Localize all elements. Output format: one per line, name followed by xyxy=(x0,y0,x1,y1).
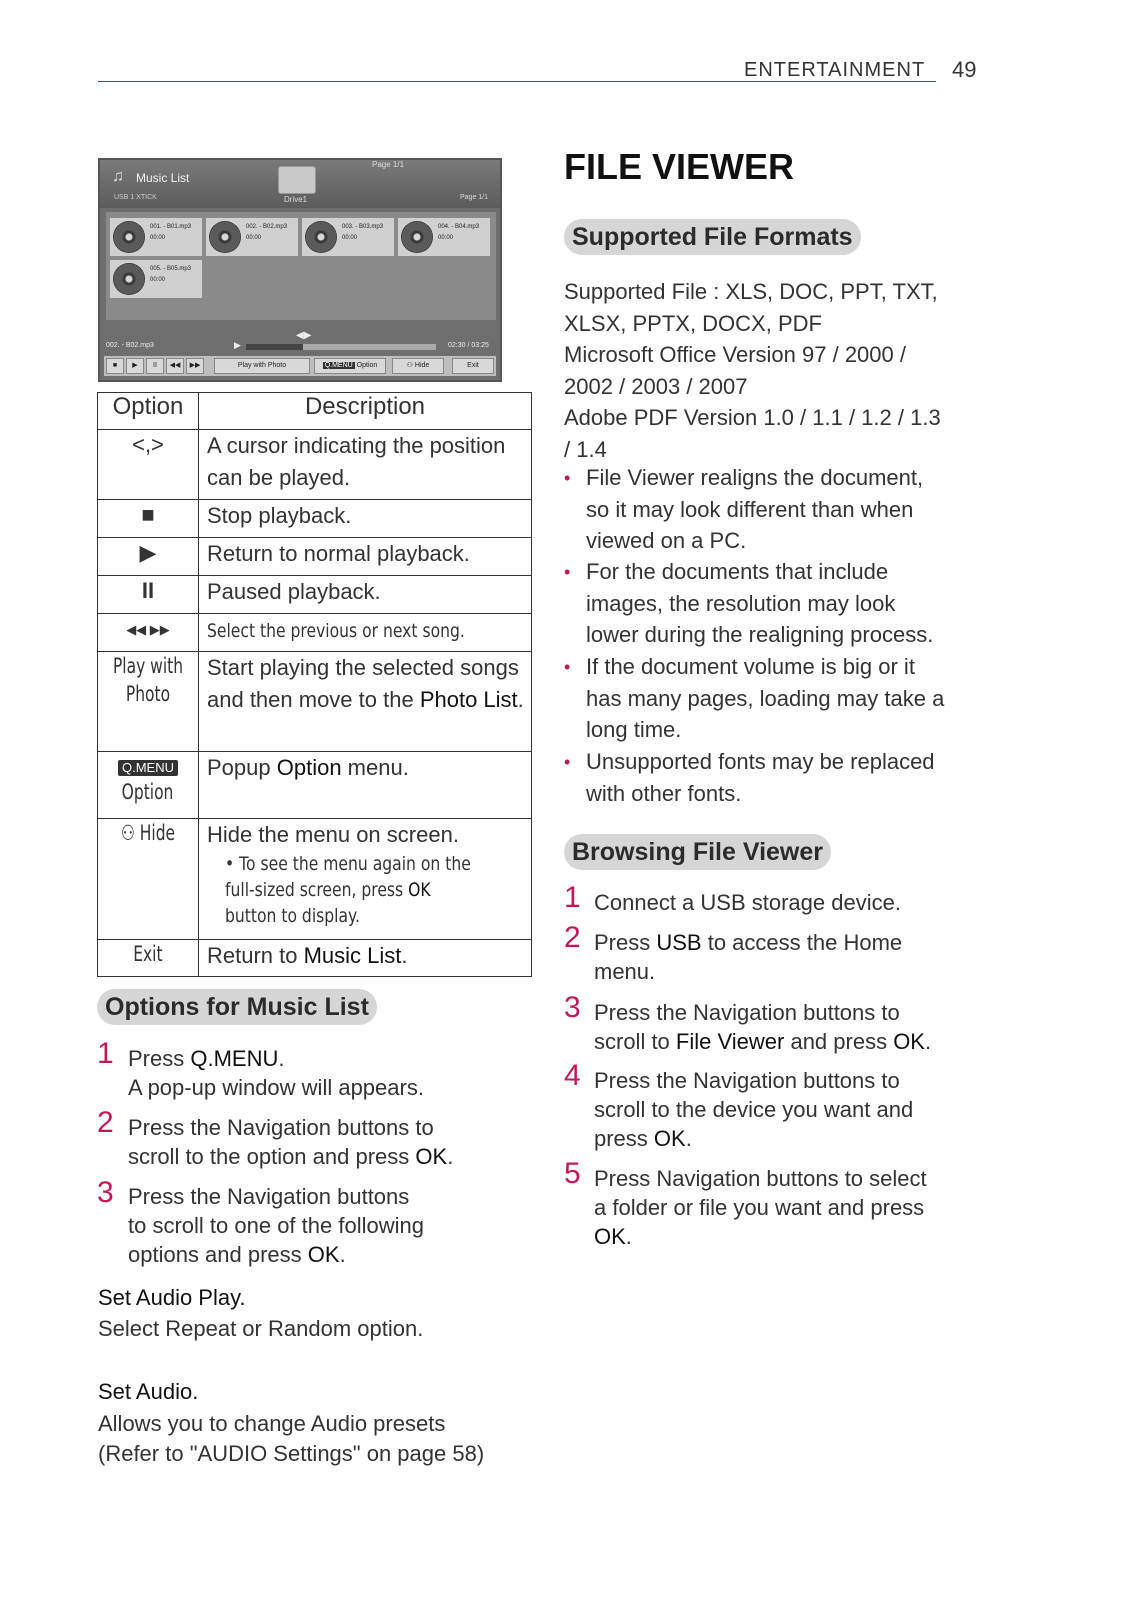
page-indicator: Page 1/1 xyxy=(460,194,489,201)
disc-icon xyxy=(113,221,145,253)
disc-icon xyxy=(401,221,433,253)
set-audio-text: Allows you to change Audio presets (Refer to "AUDIO Settings" on page 58) xyxy=(98,1411,485,1466)
stop-button[interactable]: ■ xyxy=(106,358,124,374)
page-indicator-top: Page 1/1 xyxy=(372,160,405,169)
header-option: Option xyxy=(98,393,199,430)
sub-bullet: • To see the menu again on the full-sized screen, press OK button to display. xyxy=(225,853,471,927)
cursor-icon: ◀▶ xyxy=(296,330,312,341)
table-row xyxy=(98,614,532,652)
pause-icon: II xyxy=(141,578,155,603)
disc-icon xyxy=(113,263,145,295)
step-number: 2 xyxy=(97,1106,114,1139)
music-list-screenshot xyxy=(98,158,502,382)
play-with-photo-label: Play with Photo xyxy=(237,362,287,369)
qmenu-badge: Q.MENU xyxy=(118,760,178,776)
supported-formats-text: Supported File : XLS, DOC, PPT, TXT, XLSX, PPTX, DOCX, PDF Microsoft Office Version 97 / 2000 / 2002 / 2003 / 2007 Adobe PDF Version 1.0 / 1.1 / 1.2 / 1.3 / 1.4 xyxy=(564,279,941,462)
hide-option: ⚇ Hide xyxy=(120,821,176,845)
stop-icon: ■ xyxy=(141,502,155,527)
table-row xyxy=(98,500,532,538)
table-row xyxy=(98,430,532,500)
table-row xyxy=(98,538,532,576)
table-row xyxy=(98,652,532,752)
bullet-icon: • xyxy=(564,468,571,488)
bullet-icon: • xyxy=(564,657,571,677)
drive-label: Drive1 xyxy=(284,195,308,204)
file-time: 00:00 xyxy=(150,277,166,283)
file-item[interactable] xyxy=(110,218,202,256)
disc-icon xyxy=(209,221,241,253)
step-text: Press the Navigation buttons to scroll to one of the following options and press OK. xyxy=(128,1184,424,1267)
page-title: FILE VIEWER xyxy=(564,146,795,187)
row-description: Select the previous or next song. xyxy=(207,620,465,642)
row-description: Popup Option menu. xyxy=(199,752,532,819)
step-number: 3 xyxy=(97,1176,114,1209)
play-with-photo-option: Play with Photo xyxy=(112,654,184,706)
option-option: Option xyxy=(122,780,174,804)
play-icon: ▶ xyxy=(234,340,241,350)
file-item[interactable] xyxy=(206,218,298,256)
row-description: Return to normal playback. xyxy=(199,538,532,576)
bullet-icon: • xyxy=(564,752,571,772)
table-row xyxy=(98,576,532,614)
folder-icon xyxy=(278,166,316,194)
step-text: Connect a USB storage device. xyxy=(594,890,901,915)
file-item[interactable] xyxy=(110,260,202,298)
page-number: 49 xyxy=(952,57,977,82)
exit-option: Exit xyxy=(133,942,163,966)
file-time: 00:00 xyxy=(438,235,454,241)
step-text: Press Navigation buttons to select a folder or file you want and press OK. xyxy=(594,1166,927,1249)
hide-icon: ⚇ xyxy=(120,821,135,845)
file-name: 004. - B04.mp3 xyxy=(438,224,480,230)
hide-button[interactable] xyxy=(392,358,444,374)
play-icon: ▶ xyxy=(139,540,157,565)
hide-icon: ⚇ xyxy=(406,362,413,369)
cursor-option: <,> xyxy=(132,432,164,457)
set-audio-title: Set Audio. xyxy=(98,1379,199,1404)
section-label: ENTERTAINMENT xyxy=(744,59,926,81)
usb-label: USB 1 XTICK xyxy=(114,194,157,201)
progress-bar[interactable] xyxy=(246,344,436,350)
table-header-row xyxy=(98,393,532,430)
header-description: Description xyxy=(199,393,532,430)
bullet-icon: • xyxy=(564,562,571,582)
step-number: 2 xyxy=(564,921,581,954)
file-name: 003. - B03.mp3 xyxy=(342,224,384,230)
set-audio-play-text: Select Repeat or Random option. xyxy=(98,1316,424,1341)
step-text: Press Q.MENU. A pop-up window will appears. xyxy=(128,1046,424,1100)
music-note-icon: ♫ xyxy=(112,168,124,185)
supported-formats-heading: Supported File Formats xyxy=(564,219,861,255)
now-playing: 002. - B02.mp3 xyxy=(106,342,154,349)
file-item[interactable] xyxy=(398,218,490,256)
bullet-item: If the document volume is big or it has many pages, loading may take a long time. xyxy=(586,654,945,742)
file-time: 00:00 xyxy=(246,235,262,241)
step-text: Press the Navigation buttons to scroll to File Viewer and press OK. xyxy=(594,1000,932,1054)
file-name: 002. - B02.mp3 xyxy=(246,224,288,230)
previous-button[interactable]: ◀◀ xyxy=(166,358,184,374)
skip-icon: ◀◀ ▶▶ xyxy=(126,622,170,637)
row-description: Hide the menu on screen. xyxy=(207,822,459,847)
file-time: 00:00 xyxy=(150,235,166,241)
table-row xyxy=(98,940,532,977)
table-row xyxy=(98,752,532,819)
option-table xyxy=(97,392,532,977)
table-row xyxy=(98,819,532,940)
options-music-heading: Options for Music List xyxy=(97,989,377,1025)
row-description: Return to Music List. xyxy=(199,940,532,977)
row-description: Stop playback. xyxy=(199,500,532,538)
pause-button[interactable]: II xyxy=(146,358,164,374)
step-number: 1 xyxy=(97,1037,114,1070)
step-text: Press the Navigation buttons to scroll to the device you want and press OK. xyxy=(594,1068,914,1151)
file-grid xyxy=(106,212,496,320)
progress-fill xyxy=(246,344,303,350)
bullet-item: Unsupported fonts may be replaced with other fonts. xyxy=(586,749,935,806)
disc-icon xyxy=(305,221,337,253)
row-description: Paused playback. xyxy=(199,576,532,614)
bullet-item: For the documents that include images, the resolution may look lower during the realigning process. xyxy=(586,559,934,647)
next-button[interactable]: ▶▶ xyxy=(186,358,204,374)
option-label: Option xyxy=(356,362,378,369)
step-number: 3 xyxy=(564,991,581,1024)
play-with-photo-button[interactable] xyxy=(214,358,310,374)
row-description: A cursor indicating the position can be played. xyxy=(199,430,532,500)
exit-label: Exit xyxy=(467,362,479,369)
option-button[interactable] xyxy=(314,358,386,374)
step-number: 4 xyxy=(564,1059,581,1092)
step-text: Press USB to access the Home menu. xyxy=(594,930,903,984)
step-text: Press the Navigation buttons to scroll to the option and press OK. xyxy=(128,1115,454,1169)
file-time: 00:00 xyxy=(342,235,358,241)
control-bar xyxy=(104,356,496,376)
set-audio-play-title: Set Audio Play. xyxy=(98,1285,246,1310)
qmenu-badge: Q.MENU xyxy=(324,362,353,369)
file-name: 001. - B01.mp3 xyxy=(150,224,192,230)
hide-label: Hide xyxy=(414,362,430,369)
browsing-heading: Browsing File Viewer xyxy=(564,834,831,870)
play-button[interactable]: ▶ xyxy=(126,358,144,374)
header-divider xyxy=(98,81,936,82)
bullet-item: File Viewer realigns the document, so it may look different than when viewed on a PC. xyxy=(586,465,924,553)
time-display: 02:30 / 03:25 xyxy=(448,342,489,349)
step-number: 1 xyxy=(564,881,581,914)
exit-button[interactable] xyxy=(452,358,494,374)
screen-title: Music List xyxy=(136,171,190,185)
file-name: 005. - B05.mp3 xyxy=(150,266,192,272)
step-number: 5 xyxy=(564,1157,581,1190)
file-item[interactable] xyxy=(302,218,394,256)
row-description: Start playing the selected songs and then move to the Photo List. xyxy=(199,652,532,752)
